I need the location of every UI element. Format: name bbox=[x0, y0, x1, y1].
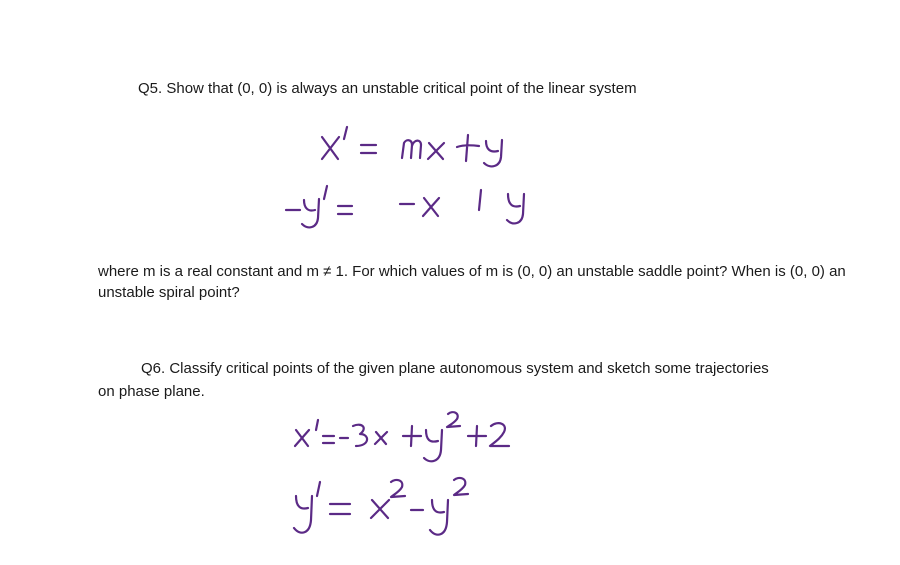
q6-prompt-line-1: Q6. Classify critical points of the given plane autonomous system and sketch some trajectories bbox=[141, 360, 769, 377]
q6-equation-2 bbox=[292, 470, 592, 540]
q6-equation-1 bbox=[290, 410, 630, 470]
q5-prompt: Q5. Show that (0, 0) is always an unstable critical point of the linear system bbox=[138, 80, 637, 97]
q5-where-text: where m is a real constant and m ≠ 1. For which values of m is (0, 0) an unstable saddle point? When is (0, 0) an unstable spiral point? bbox=[98, 263, 846, 301]
q5-equation-2 bbox=[282, 184, 562, 234]
q6-prompt-line-2: on phase plane. bbox=[98, 383, 205, 400]
q5-equation-1 bbox=[318, 125, 558, 169]
